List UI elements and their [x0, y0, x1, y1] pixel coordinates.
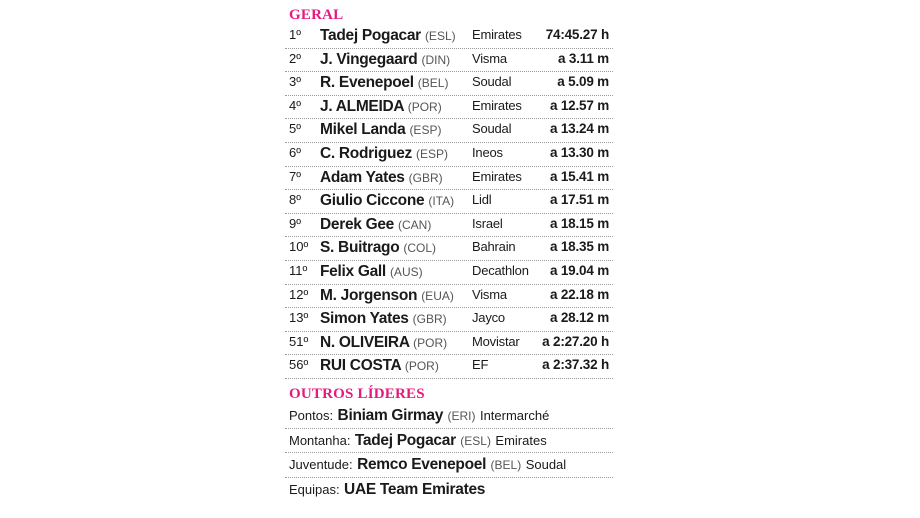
- standings-row: [285, 260, 613, 285]
- rider-name: [320, 51, 450, 69]
- time-gap: a 18.15 m: [550, 215, 609, 231]
- team-name: Emirates: [472, 27, 522, 42]
- rider-name-text: Simon Yates: [320, 310, 409, 328]
- leader-nationality: (BEL): [490, 458, 522, 472]
- leader-name: UAE Team Emirates: [344, 480, 486, 498]
- leader-category: Equipas:: [289, 481, 340, 497]
- standings-row: [285, 24, 613, 49]
- rank: 4º: [289, 97, 301, 113]
- rider-name-text: N. OLIVEIRA: [320, 333, 410, 351]
- standings-row: [285, 354, 613, 379]
- nationality: (BEL): [417, 76, 449, 91]
- rider-name-text: RUI COSTA: [320, 357, 401, 375]
- time-gap: a 28.12 m: [550, 310, 609, 326]
- rider-name: [320, 145, 448, 163]
- rider-name-text: J. Vingegaard: [320, 50, 418, 68]
- rank: 9º: [289, 215, 301, 231]
- rider-name: [320, 27, 456, 45]
- rank: 11º: [289, 263, 308, 278]
- standings-row: [285, 236, 613, 261]
- nationality: (POR): [407, 99, 442, 114]
- rider-name: [320, 334, 447, 352]
- rank: 51º: [289, 333, 309, 349]
- leader-nationality: (ESL): [460, 433, 491, 448]
- team-name: EF: [472, 357, 489, 373]
- rank: 1º: [289, 27, 301, 42]
- nationality: (CAN): [398, 217, 432, 232]
- rider-name-text: M. Jorgenson: [320, 286, 418, 304]
- leader-category: Pontos:: [289, 408, 334, 423]
- nationality: (GBR): [412, 312, 447, 327]
- standings-row: [285, 95, 613, 120]
- leader-row: [285, 453, 613, 478]
- nationality: (COL): [403, 241, 437, 256]
- nationality: (POR): [404, 359, 439, 374]
- nationality: (DIN): [421, 52, 451, 67]
- leader-team: Emirates: [495, 432, 547, 448]
- rider-name-text: C. Rodriguez: [320, 145, 412, 162]
- rider-name: [320, 239, 436, 257]
- rank: 8º: [289, 192, 301, 208]
- team-name: Decathlon: [472, 263, 529, 278]
- time-gap: a 5.09 m: [557, 74, 609, 90]
- leader-category: Montanha:: [289, 432, 351, 448]
- standings-row: [285, 331, 613, 356]
- rider-name: [320, 192, 454, 210]
- time-gap: a 17.51 m: [550, 192, 609, 208]
- outros-heading: OUTROS LÍDERES: [289, 386, 425, 402]
- rider-name-text: Adam Yates: [320, 168, 405, 186]
- time-gap: a 2:27.20 h: [542, 333, 609, 349]
- nationality: (GBR): [408, 170, 443, 185]
- leader-row: [285, 429, 613, 454]
- rank: 10º: [289, 239, 309, 255]
- rider-name: [320, 169, 443, 187]
- rider-name: [320, 357, 439, 375]
- team-name: Bahrain: [472, 239, 516, 255]
- time-gap: a 19.04 m: [550, 263, 609, 278]
- standings-row: [285, 166, 613, 191]
- rider-name: [320, 121, 441, 139]
- nationality: (ESP): [416, 147, 449, 161]
- standings-panel: [285, 0, 613, 518]
- standings-row: [285, 71, 613, 96]
- team-name: Movistar: [472, 333, 520, 349]
- leader-name: Remco Evenepoel: [357, 456, 487, 473]
- rider-name: [320, 263, 423, 281]
- team-name: Emirates: [472, 168, 522, 184]
- team-name: Soudal: [472, 74, 512, 90]
- leader-nationality: (ERI): [447, 409, 476, 423]
- time-gap: a 15.41 m: [550, 168, 609, 184]
- team-name: Lidl: [472, 192, 492, 208]
- time-gap: a 12.57 m: [550, 97, 609, 113]
- leader-team: Intermarché: [479, 408, 550, 423]
- rider-name: [320, 310, 447, 328]
- rider-name: [320, 98, 442, 116]
- leader-row: [285, 478, 613, 502]
- rider-name-text: Felix Gall: [320, 263, 386, 280]
- rider-name: [320, 74, 448, 92]
- standings-row: [285, 142, 613, 167]
- time-gap: a 13.24 m: [550, 121, 609, 137]
- rider-name: [320, 216, 431, 234]
- standings-row: [285, 307, 613, 332]
- nationality: (POR): [413, 335, 448, 350]
- rank: 13º: [289, 310, 309, 326]
- team-name: Jayco: [472, 310, 505, 326]
- standings-row: [285, 189, 613, 214]
- rider-name-text: J. ALMEIDA: [320, 97, 404, 115]
- standings-row: [285, 284, 613, 309]
- rider-name-text: Mikel Landa: [320, 121, 406, 139]
- rank: 2º: [289, 50, 301, 66]
- time-gap: a 2:37.32 h: [542, 357, 609, 373]
- nationality: (ITA): [428, 194, 455, 209]
- leader-category: Juventude:: [289, 457, 353, 472]
- standings-row: [285, 48, 613, 73]
- leader-row: [285, 404, 613, 429]
- nationality: (EUA): [421, 288, 454, 303]
- nationality: (ESL): [424, 29, 456, 43]
- time-gap: a 22.18 m: [550, 286, 609, 302]
- rank: 7º: [289, 168, 301, 184]
- rank: 56º: [289, 357, 309, 373]
- rank: 12º: [289, 286, 309, 302]
- rider-name-text: S. Buitrago: [320, 239, 400, 257]
- nationality: (ESP): [409, 123, 442, 138]
- time-gap: a 18.35 m: [550, 239, 609, 255]
- team-name: Visma: [472, 286, 507, 302]
- nationality: (AUS): [389, 265, 423, 279]
- time-gap: a 13.30 m: [550, 145, 609, 160]
- time-gap: a 3.11 m: [558, 50, 609, 66]
- team-name: Soudal: [472, 121, 512, 137]
- rider-name-text: Tadej Pogacar: [320, 27, 421, 44]
- rider-name-text: R. Evenepoel: [320, 74, 414, 92]
- rider-name-text: Derek Gee: [320, 215, 394, 233]
- time-gap: 74:45.27 h: [545, 27, 609, 42]
- rank: 6º: [289, 145, 301, 160]
- rider-name: [320, 287, 454, 305]
- leader-name: Biniam Girmay: [337, 407, 444, 424]
- standings-row: [285, 118, 613, 143]
- leader-name: Tadej Pogacar: [354, 431, 456, 449]
- geral-heading: GERAL: [289, 7, 344, 23]
- standings-row: [285, 213, 613, 238]
- team-name: Visma: [472, 50, 507, 66]
- rider-name-text: Giulio Ciccone: [320, 192, 425, 210]
- rank: 5º: [289, 121, 301, 137]
- rank: 3º: [289, 74, 301, 90]
- team-name: Israel: [472, 215, 503, 231]
- leader-team: Soudal: [525, 457, 567, 472]
- team-name: Emirates: [472, 97, 522, 113]
- team-name: Ineos: [472, 145, 503, 160]
